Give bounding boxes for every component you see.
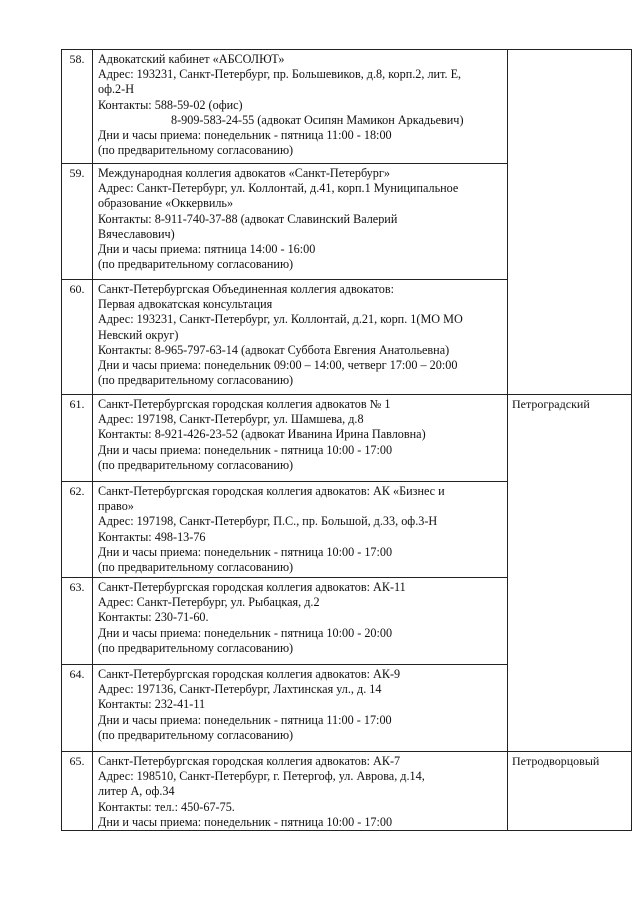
row-info [93,578,508,665]
row-number: 64. [62,665,93,752]
org-name: Международная коллегия адвокатов «Санкт-Петербург» [98,166,390,180]
org-name: Санкт-Петербургская городская коллегия адвокатов № 1 [98,397,391,411]
hours-line: Дни и часы приема: понедельник - пятница 11:00 - 17:00 [98,712,392,727]
address-line: образование «Оккервиль» [98,196,234,211]
contacts-line: 8-909-583-24-55 (адвокат Осипян Мамикон Аркадьевич) [171,112,464,127]
row-number: 61. [62,395,93,482]
contacts-line: Контакты: 8-921-426-23-52 (адвокат Иванина Ирина Павловна) [98,427,426,442]
note-line: (по предварительному согласованию) [98,143,294,158]
org-name: Санкт-Петербургская городская коллегия адвокатов: АК-9 [98,667,401,681]
contacts-line: Контакты: 498-13-76 [98,529,206,544]
district-cell [508,280,632,395]
hours-line: Дни и часы приема: понедельник - пятница 10:00 - 17:00 [98,442,393,457]
contacts-line: Контакты: тел.: 450-67-75. [98,799,235,814]
note-line: (по предварительному согласованию) [98,640,294,655]
table-row [62,50,632,164]
contacts-line: Контакты: 230-71-60. [98,610,209,625]
table-row [62,395,632,482]
address-line: Адрес: 197198, Санкт-Петербург, П.С., пр. Большой, д.33, оф.3-Н [98,514,438,529]
row-info [93,482,508,578]
table-row [62,482,632,578]
address-line: Адрес: 198510, Санкт-Петербург, г. Петергоф, ул. Аврова, д.14, [98,769,425,784]
hours-line: Дни и часы приема: пятница 14:00 - 16:00 [98,242,316,257]
address-line: Адрес: 197198, Санкт-Петербург, ул. Шамшева, д.8 [98,412,364,427]
address-line: Адрес: 197136, Санкт-Петербург, Лахтинская ул., д. 14 [98,682,382,697]
hours-line: Дни и часы приема: понедельник - пятница 10:00 - 20:00 [98,625,393,640]
address-line: оф.2-Н [98,82,134,97]
address-line: Адрес: 193231, Санкт-Петербург, пр. Большевиков, д.8, корп.2, лит. Е, [98,67,462,82]
address-line: Адрес: Санкт-Петербург, ул. Коллонтай, д.41, корп.1 Муниципальное [98,181,459,196]
row-info [93,50,508,164]
district-cell [508,164,632,280]
district-cell: Петродворцовый [508,752,632,831]
contacts-line: Контакты: 8-911-740-37-88 (адвокат Славинский Валерий [98,211,398,226]
row-info [93,665,508,752]
row-number: 65. [62,752,93,831]
row-info [93,280,508,395]
table-row [62,280,632,395]
row-info [93,164,508,280]
org-name: Санкт-Петербургская городская коллегия адвокатов: АК «Бизнес и [98,484,445,498]
org-name: право» [98,499,134,514]
address-line: литер А, оф.34 [98,784,175,799]
org-subname: Первая адвокатская консультация [98,297,273,312]
table-row [62,578,632,665]
address-line: Невский округ) [98,327,179,342]
hours-line: Дни и часы приема: понедельник - пятница 11:00 - 18:00 [98,128,392,143]
contacts-line: Контакты: 232-41-11 [98,697,206,712]
row-number: 58. [62,50,93,164]
note-line: (по предварительному согласованию) [98,457,294,472]
org-name: Санкт-Петербургская городская коллегия адвокатов: АК-7 [98,754,401,768]
note-line: (по предварительному согласованию) [98,373,294,388]
row-number: 63. [62,578,93,665]
note-line: (по предварительному согласованию) [98,727,294,742]
district-cell [508,665,632,752]
row-number: 60. [62,280,93,395]
row-info [93,395,508,482]
contacts-line: Вячеславович) [98,226,175,241]
row-number: 59. [62,164,93,280]
contacts-line: Контакты: 8-965-797-63-14 (адвокат Суббота Евгения Анатольевна) [98,342,450,357]
row-info [93,752,508,831]
table-row [62,752,632,831]
org-name: Санкт-Петербургская городская коллегия адвокатов: АК-11 [98,580,406,594]
district-cell: Петроградский [508,395,632,482]
note-line: (по предварительному согласованию) [98,257,294,272]
district-cell [508,50,632,164]
note-line: (по предварительному согласованию) [98,560,294,575]
advocates-table [61,49,632,831]
table-row [62,665,632,752]
district-cell [508,482,632,578]
hours-line: Дни и часы приема: понедельник 09:00 – 14:00, четверг 17:00 – 20:00 [98,358,458,373]
org-name: Адвокатский кабинет «АБСОЛЮТ» [98,52,285,66]
hours-line: Дни и часы приема: понедельник - пятница 10:00 - 17:00 [98,544,393,559]
district-cell [508,578,632,665]
contacts-line: Контакты: 588-59-02 (офис) [98,97,243,112]
table-row [62,164,632,280]
org-name: Санкт-Петербургская Объединенная коллегия адвокатов: [98,282,394,296]
address-line: Адрес: Санкт-Петербург, ул. Рыбацкая, д.2 [98,595,320,610]
address-line: Адрес: 193231, Санкт-Петербург, ул. Коллонтай, д.21, корп. 1(МО МО [98,312,463,327]
hours-line: Дни и часы приема: понедельник - пятница 10:00 - 17:00 [98,814,393,829]
row-number: 62. [62,482,93,578]
